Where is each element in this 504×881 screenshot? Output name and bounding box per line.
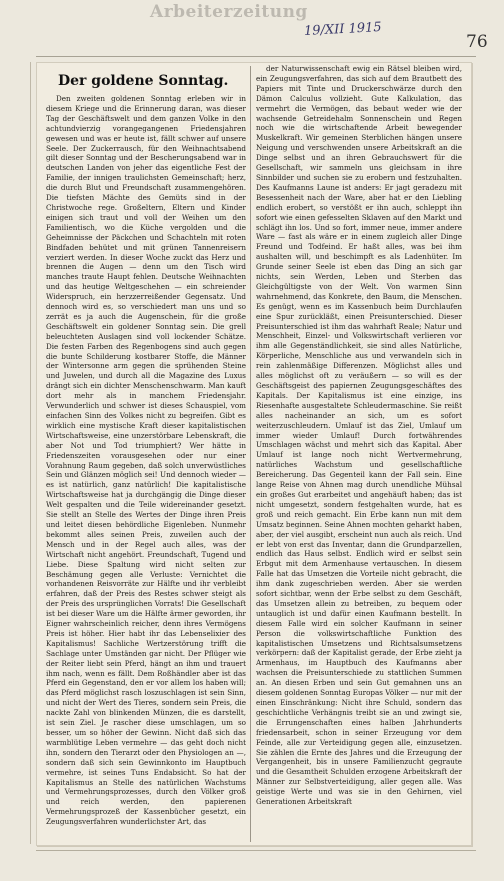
article-column-right bbox=[256, 64, 462, 869]
newspaper-masthead: Arbeiterzeitung bbox=[150, 2, 308, 22]
article-text-right: der Naturwissenschaft ewig ein Rätsel bleiben wird, ein Zeugungsverfahren, das sich auf dem Brautbett des Papiers mit Tinte und Druckerschwärze durch den Dämon Calculus vollzieht. Gute Kalkulation, das vermehrt die Vermögen, das bebaut weder wie der wachsende Getreidehalm Sonnenschein und Regen noch wie die wirtschaftende Arbeit bewegender Muskelkraft. Wir gemeinen Sterblichen hängen unsere Neigung und verschwenden unsere Arbeitskraft an die Dinge selbst und an ihren Gebrauchswert für die Gesellschaft, wir sammeln uns gleichsam in ihre Sinnbilder und suchen sie zu erobern und festzuhalten. Des Kaufmanns Laune ist anders: Er jagt geradezu mit Besessenheit nach der Ware, aber hat er den Liebling endlich erobert, so verstößt er ihn auch, schleppt ihn sofort wie einen gefesselten Sklaven auf den Markt und schlägt ihn los. Und so fort, immer neue, immer andere Ware — fast als wäre er in einem zugleich aller Dinge Freund und Todfeind. Er haßt alles, was bei ihm aushalten will, und beschimpft es als Ladenhüter. Im Grunde seiner Seele ist eben das Ding an sich gar nichts, sein Werden, Leben und Sterben das Gleichgültigste von der Welt. Von warmen Sinn wahrnehmend, das Konkrete, den Baum, die Menschen. Es genügt, wenn es im Kassenbuch beim Durchlaufen eine Spur zurückläßt, einen Preisunterschied. Dieser Preisunterschied ist ihm das wahrhaft Reale; Natur und Menschheit, Einzel- und Volkswirtschaft verlieren vor ihm alle Gegenständlichkeit, sie sind alles Natürliche, Körperliche, Menschliche aus und verwandeln sich in rein zahlenmäßige Differenzen. Möglichst alles und alles möglichst oft zu veräußern — so will es der Geschäftsgeist des papiernen Zeugungsgeschäftes des Kapitals. Der Kapitalismus ist eine einzige, ins Riesenhafte ausgestaltete Schleudermaschine. Sie reißt alles nacheinander an sich, um es sofort weiterzuschleudern. Umlauf ist das Ziel, Umlauf um immer wieder Umlauf! Durch fortwährendes Umschlagen wächst und mehrt sich das Kapital. Aber Umlauf ist lange noch nicht Wertvermehrung, natürliches Wachstum und gesellschaftliche Bereicherung. Das Gegenteil kann der Fall sein. Eine lange Reise von Ahnen mag durch unendliche Mühsal ein großes Gut erarbeitet und angehäuft haben; das ist nicht umgesetzt, sondern festgehalten wurde, hat es groß und reich gemacht. Ein Erbe kann nun mit dem Umsatz beginnen. Seine Ahnen mochten geharkt haben, aber, der viel ausgibt, erscheint nun auch als reich. Und er lebt von erst das Inventar, dann die Grundparzellen, endlich das Haus selbst. Endlich wird er selbst sein Erbgut mit dem Armenhause vertauschen. In diesem Falle hat das Umsetzen die Vorteile nicht gebracht, die ihm dank zugeschrieben werden. Aber sie werden sofort sichtbar, wenn der Erbe selbst zu dem Geschäft, das Umsetzen allein zu betreiben, zu bequem oder untauglich ist und dafür einen Kaufmann bestellt. In diesem Falle wird ein solcher Kaufmann in seiner Person die volkswirtschaftliche Funktion des kapitalistischen Umsetzens und Richtsalsumsetzens verkörpern: daß der Kapitalist gerade, der Erbe zieht ja Armenhaus, im Hauptbuch des Kaufmanns aber wachsen die Preisunterschiede zu stattlichen Summen an. An diesen Erben und sein Gut gemahnen uns an diesem goldenen Sonntag Europas Völker — nur mit der einen Einschränkung: Nicht ihre Schuld, sondern das geschichtliche Verhängnis treibt sie an und zwingt sie, die Errungenschaften eines halben Jahrhunderts friedensarbeit, schon in seiner Erzeugung vor dem Feinde, alle zur Verteidigung gegen alle, einzusetzen. Sie zählen die Ernte des Jahres und die Erzeugung der Vergangenheit, bis in unsere Familienzucht gegraute und die Gesamtheit Schulden erzogene Arbeitskraft der Männer zur Selbstverteidigung, aller gegen alle. Was geistige Werte und was sie in den Gehirnen, viel Generationen Arbeitskraft bbox=[256, 64, 462, 807]
article-column-left bbox=[46, 70, 246, 869]
page-number: 76 bbox=[466, 32, 488, 52]
article-text-left: Den zweiten goldenen Sonntag erleben wir in diesem Kriege und die Erinnerung daran, was dieser Tag der Geschäftswelt und dem ganzen Volke in den achtundvierzig vorangegangenen Friedensjahren gewesen und was er heute ist, fällt schwer auf unsere Seele. Der Zuckerrausch, für den Weihnachtsabend gilt dieser Sonntag und der Bescherungsabend war in deutschen Landen von jeher das eigentliche Fest der Familie, der innigen traulichsten Gemeinschaft; herz, die durch Blut und Freundschaft zusammengehören. Die tiefsten Mächte des Gemüts sind in der Christwoche rege. Großeltern, Eltern und Kinder einigen sich traut und voll der Weihen um den Familientisch, wo die Küche vergolden und die Geheimnisse der Päckchen und Schachteln mit roten Bindfaden behütet und mit grünen Tannenreisern verziert werden. In dieser Woche zuckt das Herz und brennen die Augen — denn um den Tisch wird manches traute Haupt fehlen. Deutsche Weihnachten und das heutige Weltgeschehen — ein schreiender Widerspruch, ein herzzerreißender Gegensatz. Und dennoch wird es, so verschiedert man uns und so zerrät es ja auch die Augenschein, für die große Geschäftswelt ein goldener Sonntag sein. Die grell beleuchteten Auslagen sind voll lockender Schätze. Die festen Farben des Regenbogens sind auch gegen die bunte Schilderung kostbarer Stoffe, die Männer der Wintersonne arm gegen die sprühenden Steine und Juwelen, und durch all die Magazine des Luxus drängt sich ein dichter Menschenschwarm. Man kauft dort mehr als in manchem Friedensjahr. Verwunderlich und schwer ist dieses Schauspiel, vom einfachen Sinn des Volkes nicht zu begreifen. Gibt es wirklich eine mystische Kraft dieser kapitalistischen Wirtschaftsweise, eine unzerstörbare Lebenskraft, die aber Not und Tod triumphiert? Wer hätte in Friedenszeiten vorausgesehen oder nur einer Vorahnung Raum gegeben, daß solch unverwüstliches Sein und Glänzen möglich sei! Und dennoch wieder — es ist natürlich, ganz natürlich! Die kapitalistische Wirtschaftsweise hat ja durchgängig die Dinge dieser Welt gespalten und die Teile widereinander gesetzt. Sie stellt an Stelle des Wertes der Dinge ihren Preis und leitet diesen behördliche Eigenleben. Nunmehr bekommt alles seinen Preis, zuweilen auch der Mensch und in der Regel auch alles, was der Wirtschaft nicht angehört. Freundschaft, Tugend und Liebe. Diese Spaltung wird nicht selten zur Beschämung gegen alle Verluste: Vernichtet die vorhandenen Reisvorräte zur Hälfte und ihr verbleibt erfahren, daß der Preis des Restes schwer steigt als der Preis des ursprünglichen Vorrats! Die Gesellschaft ist bei dieser Ware um die Hälfte ärmer geworden, ihr Eigner wahrscheinlich reicher, denn ihres Vermögens Preis ist höher. Hier habt ihr das Lebenselixier des Kapitalismus! Sachliche Wertzerstörung trifft die Sachlage unter Umständen gar nicht. Der Pflüger wie der Reiter liebt sein Pferd, hängt an ihm und trauert ihm nach, wenn es fällt. Dem Roßhändler aber ist das Pferd ein Gegenstand, den er vor allem los haben will; das Pferd möglichst rasch loszuschlagen ist sein Sinn, und nicht der Wert des Tieres, sondern sein Preis, die nackte Zahl von blinkenden Münzen, die es darstellt, ist sein Ziel. Je rascher diese umschlagen, um so besser, um so höher der Gewinn. Nicht daß sich das warmblütige Leben vermehre — das geht doch nicht ihn, sondern den Tierarzt oder den Physiologen an —, sondern daß sich sein Gewinnkonto im Hauptbuch vermehre, ist seines Tuns Endabsicht. So hat der Kapitalismus an Stelle des natürlichen Wachstums und Vermehrungsprozesses, durch den Völker groß und reich werden, den papierenen Vermehrungsprozeß der Kassenbücher gesetzt, ein Zeugungsverfahren wunderlichster Art, das bbox=[46, 94, 246, 827]
handwritten-date: 19/XII 1915 bbox=[303, 19, 383, 40]
article-headline: Der goldene Sonntag. bbox=[58, 73, 229, 89]
column-divider bbox=[250, 66, 251, 842]
